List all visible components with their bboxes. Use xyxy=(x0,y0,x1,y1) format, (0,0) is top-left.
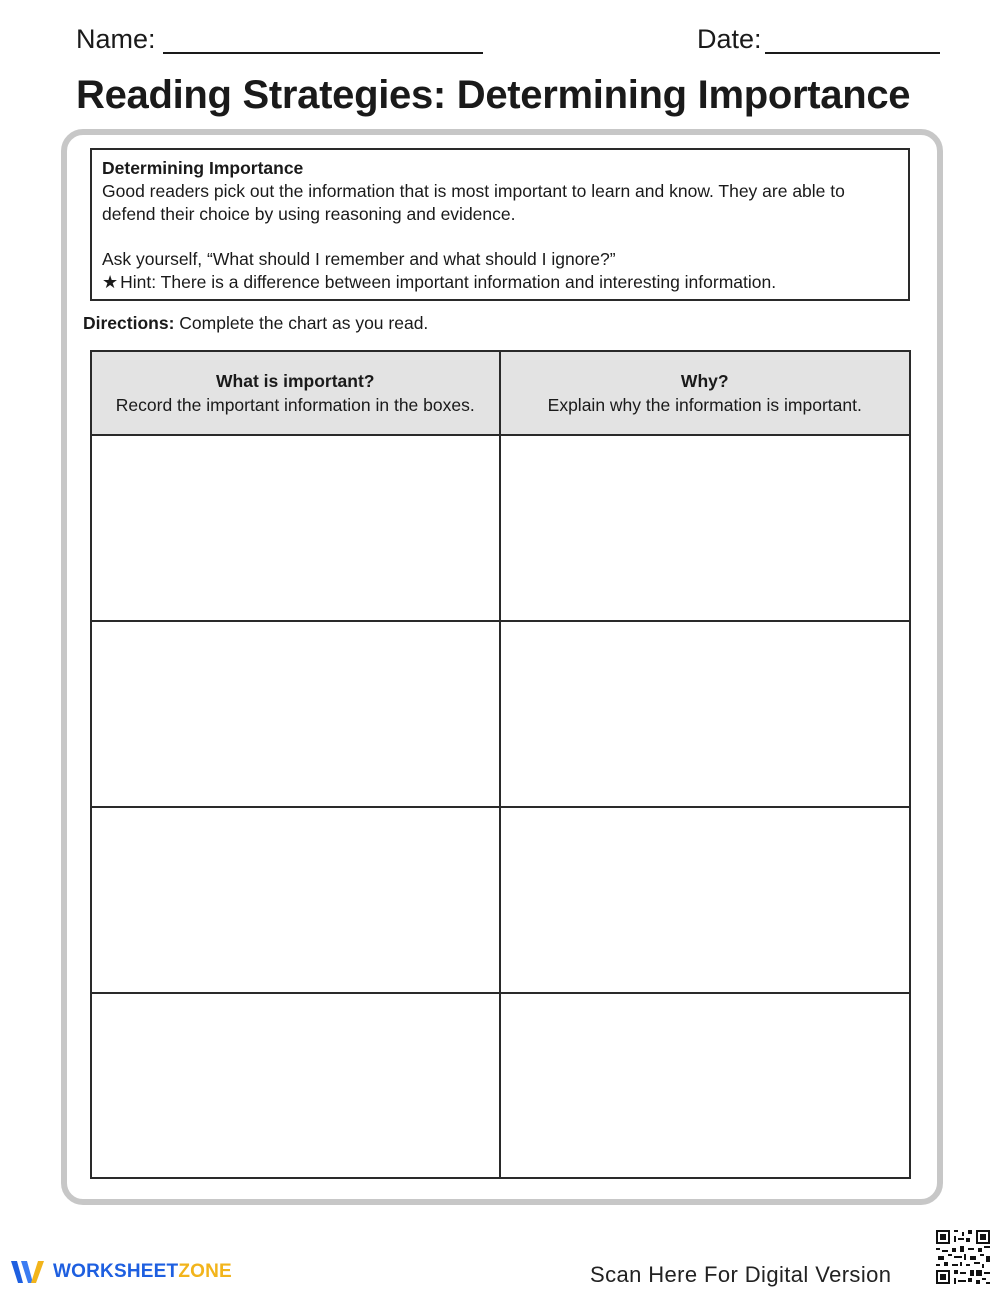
answer-box-why-2[interactable] xyxy=(501,622,910,808)
answer-box-important-3[interactable] xyxy=(92,808,501,994)
answer-box-important-2[interactable] xyxy=(92,622,501,808)
scan-caption: Scan Here For Digital Version xyxy=(590,1262,892,1287)
answer-box-important-1[interactable] xyxy=(92,436,501,622)
worksheet-zone-logo[interactable] xyxy=(9,1258,232,1286)
directions-text: Complete the chart as you read. xyxy=(174,313,429,333)
date-label: Date: xyxy=(697,24,762,54)
directions xyxy=(83,313,428,334)
logo-w-icon xyxy=(9,1258,49,1286)
info-box xyxy=(90,148,910,301)
importance-chart xyxy=(90,350,911,1179)
column-title: Why? xyxy=(680,371,729,391)
column-subtitle: Explain why the information is important. xyxy=(547,395,862,415)
answer-box-why-3[interactable] xyxy=(501,808,910,994)
info-text-line-2: defend their choice by using reasoning and evidence. xyxy=(102,204,516,224)
answer-box-important-4[interactable] xyxy=(92,994,501,1179)
column-title: What is important? xyxy=(216,371,375,391)
hint-text: Hint: There is a difference between important information and interesting information. xyxy=(120,272,777,292)
date-field[interactable] xyxy=(765,52,940,54)
directions-label: Directions: xyxy=(83,313,175,333)
name-label: Name: xyxy=(76,24,156,54)
name-field[interactable] xyxy=(163,52,483,54)
page-title: Reading Strategies: Determining Importance xyxy=(76,73,911,117)
qr-code-icon[interactable] xyxy=(934,1228,992,1286)
hint-line xyxy=(102,271,898,294)
column-subtitle: Record the important information in the boxes. xyxy=(115,395,475,415)
ask-yourself-text: Ask yourself, “What should I remember and what should I ignore?” xyxy=(102,249,616,269)
star-icon: ★ xyxy=(102,272,119,292)
logo-text: WORKSHEETZONE xyxy=(53,1261,232,1282)
answer-box-why-4[interactable] xyxy=(501,994,910,1179)
column-header-why xyxy=(501,352,910,436)
column-header-important xyxy=(92,352,501,436)
answer-box-why-1[interactable] xyxy=(501,436,910,622)
info-heading: Determining Importance xyxy=(102,158,304,178)
info-text-line-1: Good readers pick out the information that is most important to learn and know. They are able to xyxy=(102,181,845,201)
